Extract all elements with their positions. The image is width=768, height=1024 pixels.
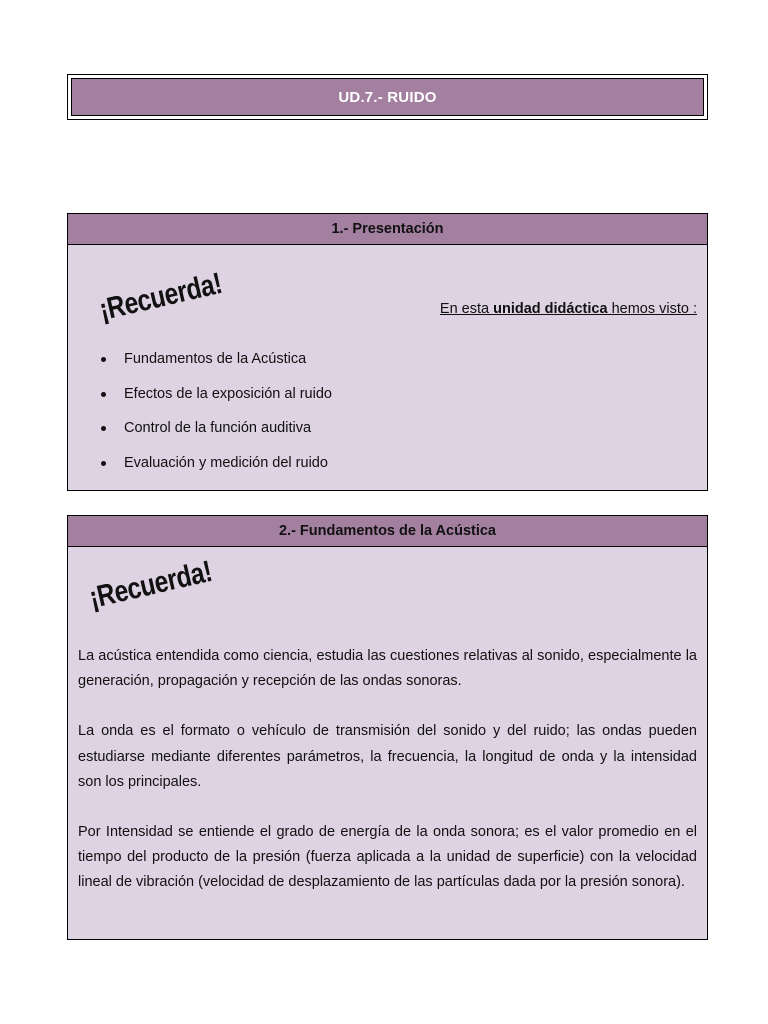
bullet-icon [101, 392, 106, 397]
bullet-icon [101, 357, 106, 362]
section-presentacion [67, 213, 708, 491]
list-item [98, 349, 332, 384]
intro-text [440, 301, 697, 317]
intro-prefix: En esta [439, 301, 494, 317]
paragraph: La acústica entendida como ciencia, estudia las cuestiones relativas al sonido, especialmente la generación, propagación y recepción de las ondas sonoras. [78, 648, 697, 690]
topic-list [98, 349, 332, 487]
list-item [98, 418, 332, 453]
section-fundamentos [67, 515, 708, 940]
section-heading: 1.- Presentación [68, 214, 707, 245]
list-item-label: Fundamentos de la Acústica [124, 351, 307, 367]
bullet-icon [101, 426, 106, 431]
paragraph: Por Intensidad se entiende el grado de energía de la onda sonora; es el valor promedio en el tiempo del producto de la presión (fuerza aplicada a la unidad de superficie) con la velocidad lineal de vibración (velocidad de desplazamiento de las partículas dada por la presión sonora). [78, 824, 697, 891]
recuerda-wordart: ¡Recuerda! [86, 554, 215, 616]
bullet-icon [101, 461, 106, 466]
page-title: UD.7.- RUIDO [71, 78, 704, 116]
paragraph: La onda es el formato o vehículo de transmisión del sonido y del ruido; las ondas pueden estudiarse mediante diferentes parámetros, la frecuencia, la longitud de onda y la intensidad son los principales. [78, 723, 697, 790]
list-item-label: Control de la función auditiva [124, 420, 312, 437]
list-item [98, 453, 332, 488]
section-heading: 2.- Fundamentos de la Acústica [68, 516, 707, 547]
body-text [78, 644, 697, 921]
list-item-label: Evaluación y medición del ruido [124, 454, 328, 471]
title-box [67, 74, 708, 120]
intro-suffix: hemos visto : [607, 301, 697, 317]
list-item [98, 384, 332, 419]
intro-bold: unidad didáctica [493, 301, 608, 317]
list-item-label: Efectos de la exposición al ruido [124, 385, 332, 402]
recuerda-wordart: ¡Recuerda! [96, 266, 225, 328]
